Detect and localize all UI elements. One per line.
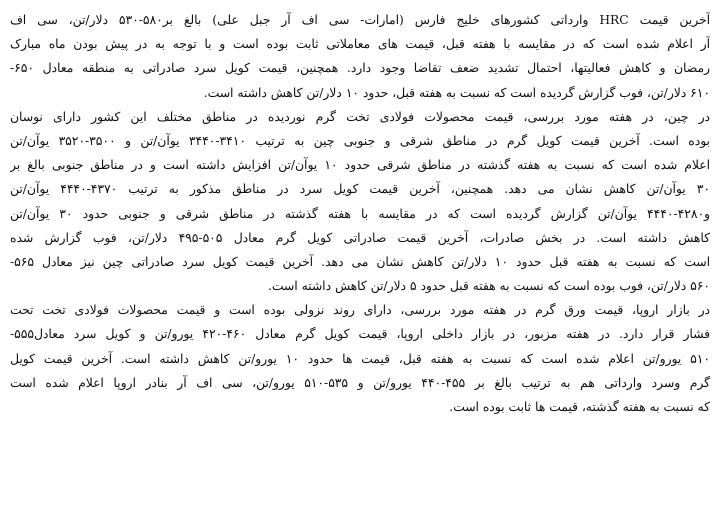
text-line: رمضان و کاهش فعالیتها، احتمال تشدید ضعف تقاضا وجود دارد. همچنین، قیمت کویل سرد صادراتی به منطقه معادل ۶۵۰- [10, 61, 710, 76]
text-line: کاهش داشته است. در بخش صادرات، آخرین قیمت صادراتی کویل گرم معادل ۵۰۵-۴۹۵ دلار/تن، فوب گزارش شده [10, 230, 710, 245]
paragraph-europe [10, 298, 710, 419]
text-line: ۵۶۰ دلار/تن، فوب بوده است که نسبت به هفته قبل حدود ۵ دلار/تن کاهش داشته است. [267, 279, 710, 294]
text-line: اعلام شده است که نسبت به هفته گذشته در مناطق شرقی حدود ۱۰ یوآن/تن افزایش داشته است و در مناطق جنوبی بالغ بر [10, 158, 710, 173]
text-line: ۳۰ یوآن/تن کاهش نشان می دهد. همچنین، آخرین قیمت کویل سرد در مناطق مذکور به ترتیب ۴۳۷۰-۴۴۴۰ یوآن/تن [10, 182, 710, 197]
text-line: فشار قرار دارد. در هفته مزبور، در بازار داخلی اروپا، قیمت کویل گرم معادل ۴۶۰-۴۲۰ یورو/تن و کویل سرد معادل۵۵۵- [10, 327, 710, 342]
text-line: در چین، در هفته مورد بررسی، قیمت محصولات فولادی تخت گرم نوردیده در مناطق مختلف این کشور دارای نوسان [10, 109, 710, 124]
text-line: ۵۱۰ یورو/تن اعلام شده است که نسبت به هفته قبل، قیمت ها حدود ۱۰ یورو/تن کاهش داشته است. آخرین قیمت کویل [10, 351, 710, 366]
text-line: گرم وسرد وارداتی هم به ترتیب بالغ بر ۴۵۵-۴۴۰ یورو/تن و ۵۳۵-۵۱۰ یورو/تن، سی اف آر بنادر اروپا اعلام شده است [10, 375, 710, 390]
text-line: ۶۱۰ دلار/تن، فوب گزارش گردیده است که نسبت به هفته قبل، حدود ۱۰ دلار/تن کاهش داشته است. [203, 85, 710, 100]
text-line: آخرین قیمت HRC وارداتی کشورهای خلیج فارس (امارات- سی اف آر جبل علی) بالغ بر۵۸۰-۵۳۰ دلار/تن، سی اف [10, 13, 710, 27]
document-body [10, 8, 710, 419]
paragraph-china [10, 105, 710, 299]
text-line: بوده است. آخرین قیمت کویل گرم در مناطق شرقی و جنوبی چین به ترتیب ۳۴۱۰-۳۴۴۰ یوآن/تن و ۳۵۰۰-۳۵۲۰ یوآن/تن [10, 133, 710, 148]
paragraph-persian-gulf [10, 8, 710, 105]
text-line: است که نسبت به هفته قبل حدود ۱۰ دلار/تن کاهش نشان می دهد. آخرین قیمت کویل سرد صادراتی چین نیز معادل ۵۶۵- [10, 254, 710, 269]
text-line: در بازار اروپا، قیمت ورق گرم در هفته مورد بررسی، دارای روند نزولی بوده است و قیمت محصولات فولادی تخت تحت [10, 303, 710, 318]
text-line: و۴۲۸۰-۴۴۴۰ یوآن/تن گزارش گردیده است که در مقایسه با هفته گذشته در مناطق شرقی و جنوبی حدود ۳۰ یوآن/تن [10, 206, 710, 221]
text-line: آر اعلام شده است که در مقایسه با هفته قبل، قیمت های معاملاتی ثابت بوده است و با توجه به در پیش بودن ماه مبارک [10, 37, 710, 52]
text-line: که نسبت به هفته گذشته، قیمت ها ثابت بوده است. [449, 400, 710, 414]
